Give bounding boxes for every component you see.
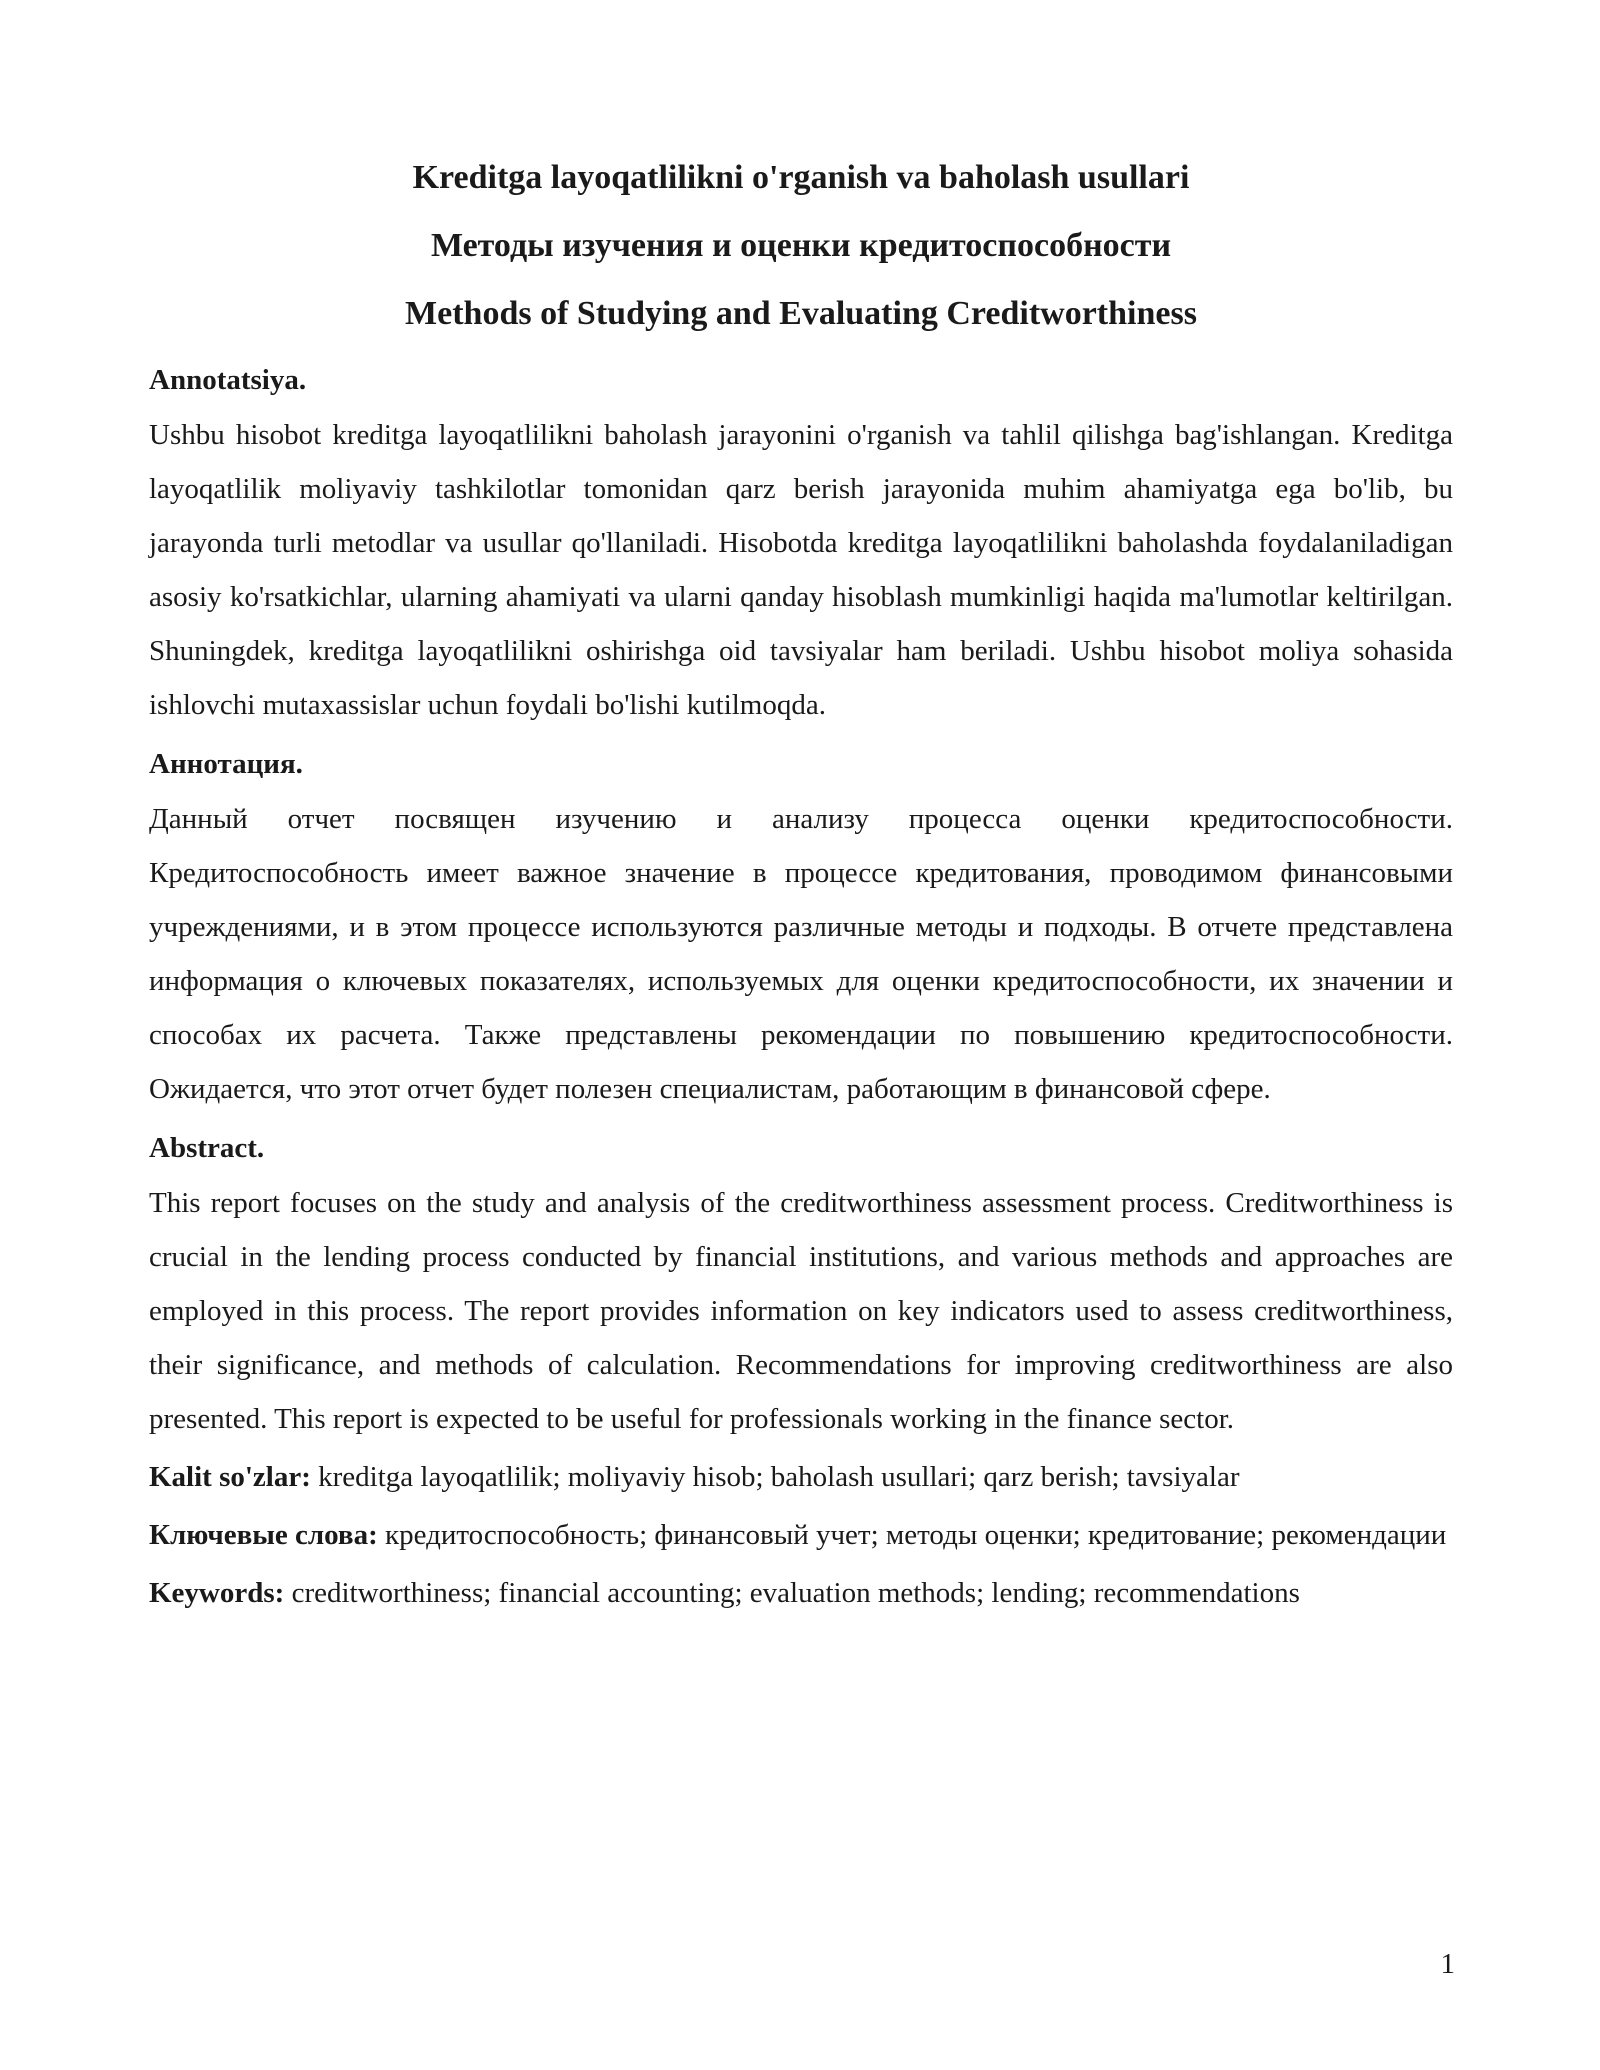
keywords-english-text: creditworthiness; financial accounting; evaluation methods; lending; recommendations xyxy=(284,1577,1300,1609)
keywords-english xyxy=(149,1566,1453,1620)
abstract-english-heading: Abstract. xyxy=(149,1132,265,1164)
abstract-russian-text: Данный отчет посвящен изучению и анализу процесса оценки кредитоспособности. Кредитоспособность имеет важное значение в процессе кредитования, проводимом финансовыми учреждениями, и в этом процессе используются различные методы и подходы. В отчете представлена информация о ключевых показателях, используемых для оценки кредитоспособности, их значении и способах их расчета. Также представлены рекомендации по повышению кредитоспособности. Ожидается, что этот отчет будет полезен специалистам, работающим в финансовой сфере. xyxy=(149,803,1453,1105)
keywords-russian-label: Ключевые слова: xyxy=(149,1519,378,1551)
keywords-uzbek-text: kreditga layoqatlilik; moliyaviy hisob; baholash usullari; qarz berish; tavsiyalar xyxy=(310,1461,1240,1493)
keywords-russian xyxy=(149,1508,1453,1562)
abstract-english-section xyxy=(149,1128,1453,1446)
title-uzbek: Kreditga layoqatlilikni o'rganish va baholash usullari xyxy=(412,159,1190,196)
abstract-russian-section xyxy=(149,744,1453,1116)
abstract-uzbek-heading: Annotatsiya. xyxy=(149,364,307,396)
abstract-english-text: This report focuses on the study and analysis of the creditworthiness assessment process. Creditworthiness is crucial in the lending process conducted by financial institutions, and various methods and approaches are employed in this process. The report provides information on key indicators used to assess creditworthiness, their significance, and methods of calculation. Recommendations for improving creditworthiness are also presented. This report is expected to be useful for professionals working in the finance sector. xyxy=(149,1187,1453,1435)
keywords-uzbek-label: Kalit so'zlar: xyxy=(149,1461,311,1493)
title-russian: Методы изучения и оценки кредитоспособности xyxy=(430,227,1172,264)
document-content xyxy=(149,144,1453,1620)
keywords-english-label: Keywords: xyxy=(149,1577,285,1609)
abstract-russian-heading: Аннотация. xyxy=(149,748,303,780)
keywords-uzbek xyxy=(149,1450,1453,1504)
abstract-uzbek-section xyxy=(149,360,1453,732)
abstract-uzbek-text: Ushbu hisobot kreditga layoqatlilikni baholash jarayonini o'rganish va tahlil qilishga bag'ishlangan. Kreditga layoqatlilik moliyaviy tashkilotlar tomonidan qarz berish jarayonida muhim ahamiyatga ega bo'lib, bu jarayonda turli metodlar va usullar qo'llaniladi. Hisobotda kreditga layoqatlilikni baholashda foydalaniladigan asosiy ko'rsatkichlar, ularning ahamiyati va ularni qanday hisoblash mumkinligi haqida ma'lumotlar keltirilgan. Shuningdek, kreditga layoqatlilikni oshirishga oid tavsiyalar ham beriladi. Ushbu hisobot moliya sohasida ishlovchi mutaxassislar uchun foydali bo'lishi kutilmoqda. xyxy=(149,419,1453,721)
page-number: 1 xyxy=(1440,1948,1455,1980)
keywords-russian-text: кредитоспособность; финансовый учет; методы оценки; кредитование; рекомендации xyxy=(377,1519,1447,1551)
title-english: Methods of Studying and Evaluating Creditworthiness xyxy=(405,295,1197,332)
